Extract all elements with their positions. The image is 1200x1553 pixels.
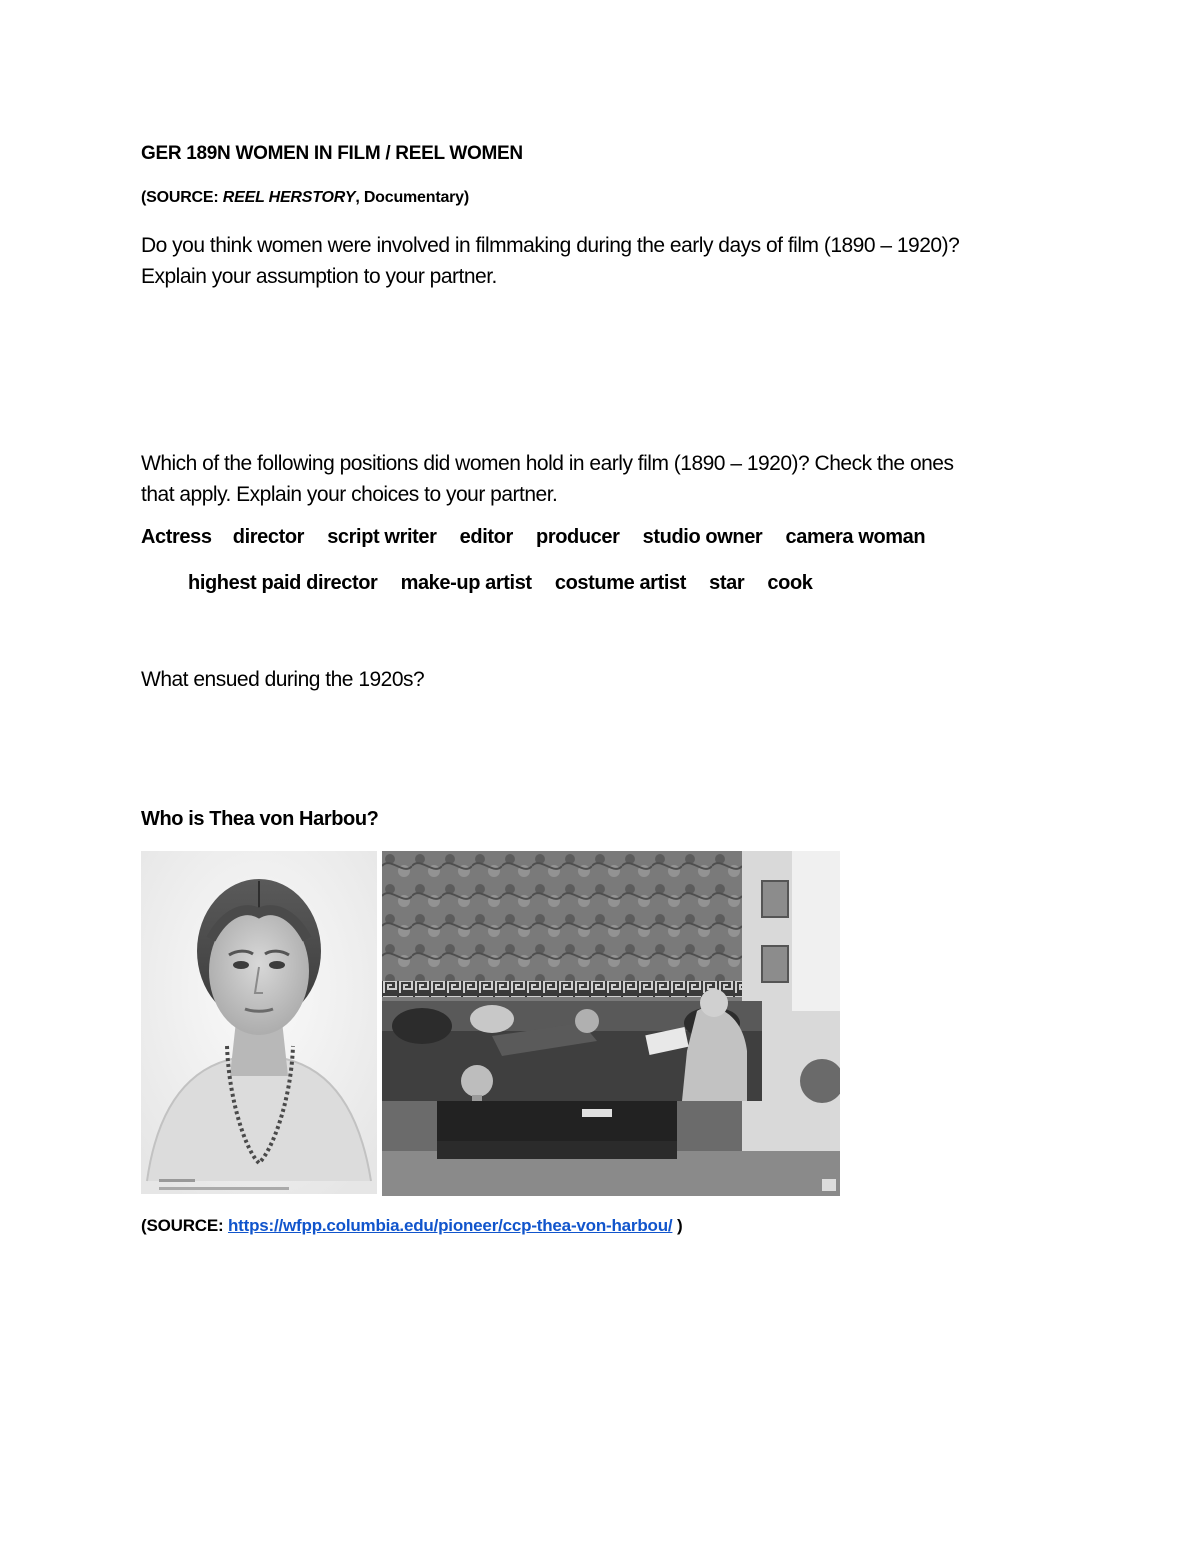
question-early-involvement bbox=[141, 230, 959, 292]
source-link[interactable]: https://wfpp.columbia.edu/pioneer/ccp-thea-von-harbou/ bbox=[227, 1216, 673, 1235]
question-line: Do you think women were involved in filmmaking during the early days of film (1890 – 1920)? bbox=[141, 234, 960, 257]
position-option: make-up artist bbox=[400, 572, 532, 594]
portrait-image bbox=[141, 851, 377, 1194]
position-option: star bbox=[709, 572, 745, 594]
position-option: studio owner bbox=[642, 526, 763, 548]
question-line: Which of the following positions did women hold in early film (1890 – 1920)? Check the ones bbox=[141, 452, 954, 475]
position-option: script writer bbox=[327, 526, 437, 548]
question-1920s: What ensued during the 1920s? bbox=[141, 668, 425, 691]
photo-source bbox=[141, 1216, 682, 1236]
position-option: costume artist bbox=[554, 572, 686, 594]
position-option: highest paid director bbox=[188, 572, 378, 594]
source-title: REEL HERSTORY bbox=[222, 189, 356, 206]
question-thea-von-harbou: Who is Thea von Harbou? bbox=[141, 808, 379, 830]
position-option: producer bbox=[536, 526, 620, 548]
photo-source-suffix: ) bbox=[672, 1216, 683, 1235]
positions-row-2 bbox=[188, 572, 831, 595]
position-option: cook bbox=[767, 572, 813, 594]
question-line: that apply. Explain your choices to your partner. bbox=[141, 483, 558, 506]
documentary-source bbox=[141, 189, 469, 207]
position-option: Actress bbox=[141, 526, 212, 548]
question-positions bbox=[141, 448, 953, 510]
positions-row-1 bbox=[141, 526, 943, 549]
room-photo bbox=[382, 851, 840, 1196]
portrait-photo bbox=[141, 851, 377, 1194]
room-image bbox=[382, 851, 840, 1196]
question-line: Explain your assumption to your partner. bbox=[141, 265, 497, 288]
photo-source-prefix: (SOURCE: bbox=[141, 1216, 228, 1235]
page-title: GER 189N WOMEN IN FILM / REEL WOMEN bbox=[141, 143, 523, 164]
position-option: director bbox=[232, 526, 305, 548]
source-suffix: , Documentary) bbox=[355, 189, 469, 206]
source-prefix: (SOURCE: bbox=[141, 189, 223, 206]
position-option: editor bbox=[459, 526, 513, 548]
position-option: camera woman bbox=[785, 526, 926, 548]
